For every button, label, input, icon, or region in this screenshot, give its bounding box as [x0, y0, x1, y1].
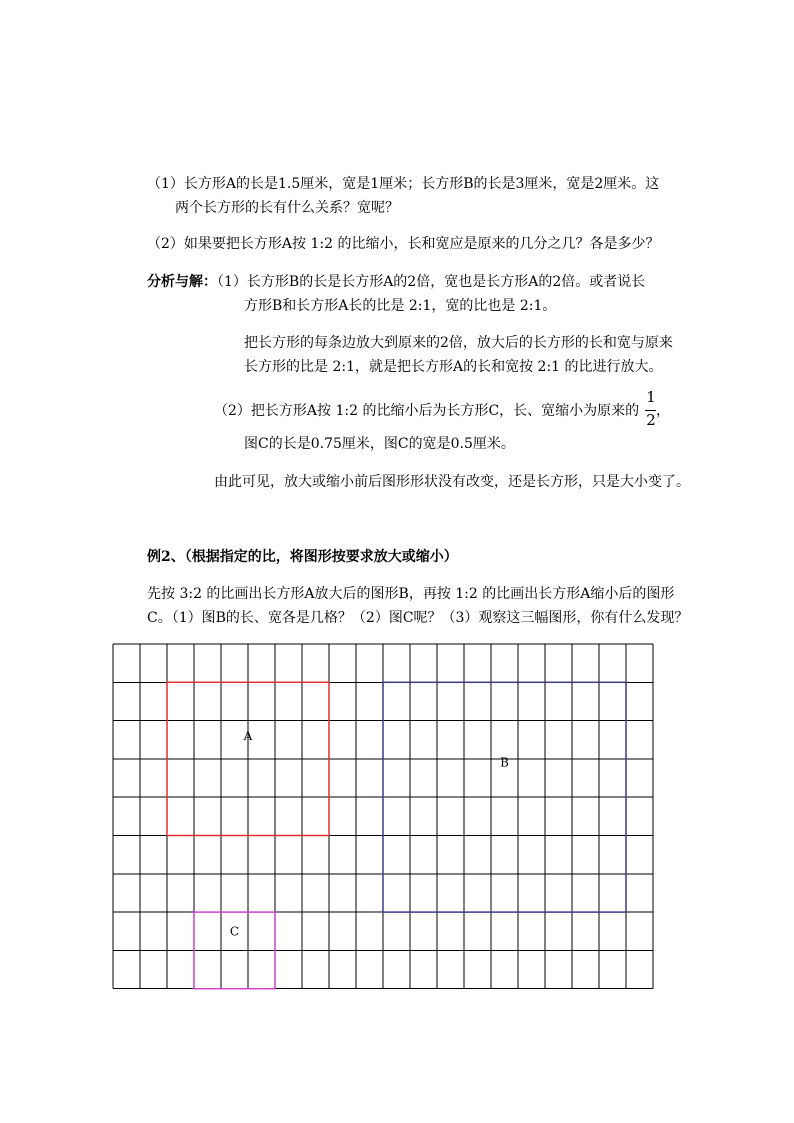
example-2-line-1: 先按 3:2 的比画出长方形A放大后的图形B，再按 1:2 的比画出长方形A缩小后的图形	[147, 586, 675, 602]
rectangle-b-label: B	[500, 755, 509, 770]
analysis-label: 分析与解：	[147, 274, 217, 290]
example-2-line-2: C。（1）图B的长、宽各是几格？（2）图C呢？（3）观察这三幅图形，你有什么发现？	[147, 610, 689, 626]
answer-1-para2-line-1: 把长方形的每条边放大到原来的2倍，放大后的长方形的长和宽与原来	[244, 335, 673, 351]
question-2: （2）如果要把长方形A按 1:2 的比缩小，长和宽应是原来的几分之几？各是多少？	[147, 236, 660, 252]
rectangle-a-label: A	[243, 728, 253, 743]
answer-1-para2-line-2: 长方形的比是 2:1，就是把长方形A的长和宽按 2:1 的比进行放大。	[244, 359, 663, 375]
fraction-denominator: 2	[646, 411, 656, 429]
fraction-numerator: 1	[646, 388, 656, 406]
analysis-line-1	[147, 272, 645, 292]
square-grid	[112, 643, 654, 991]
answer-1-line-1: （1）长方形B的长是长方形A的2倍，宽也是长方形A的2倍。或者说长	[217, 274, 646, 290]
rectangle-c-label: C	[229, 924, 240, 939]
answer-2-line-2: 图C的长是0.75厘米，图C的宽是0.5厘米。	[244, 436, 515, 452]
conclusion: 由此可见，放大或缩小前后图形形状没有改变，还是长方形，只是大小变了。	[214, 474, 690, 490]
answer-2-line-1: （2）把长方形A按 1:2 的比缩小后为长方形C，长、宽缩小为原来的	[214, 403, 640, 419]
example-2-title: 例2、（根据指定的比，将图形按要求放大或缩小）	[147, 549, 458, 565]
question-1-line-2: 两个长方形的长有什么关系？宽呢？	[175, 200, 399, 216]
answer-2-line-1-end: ，	[656, 403, 670, 419]
question-1-line-1: （1）长方形A的长是1.5厘米，宽是1厘米；长方形B的长是3厘米，宽是2厘米。这	[147, 176, 660, 192]
answer-1-line-2: 方形B和长方形A长的比是 2:1，宽的比也是 2:1。	[244, 298, 557, 314]
